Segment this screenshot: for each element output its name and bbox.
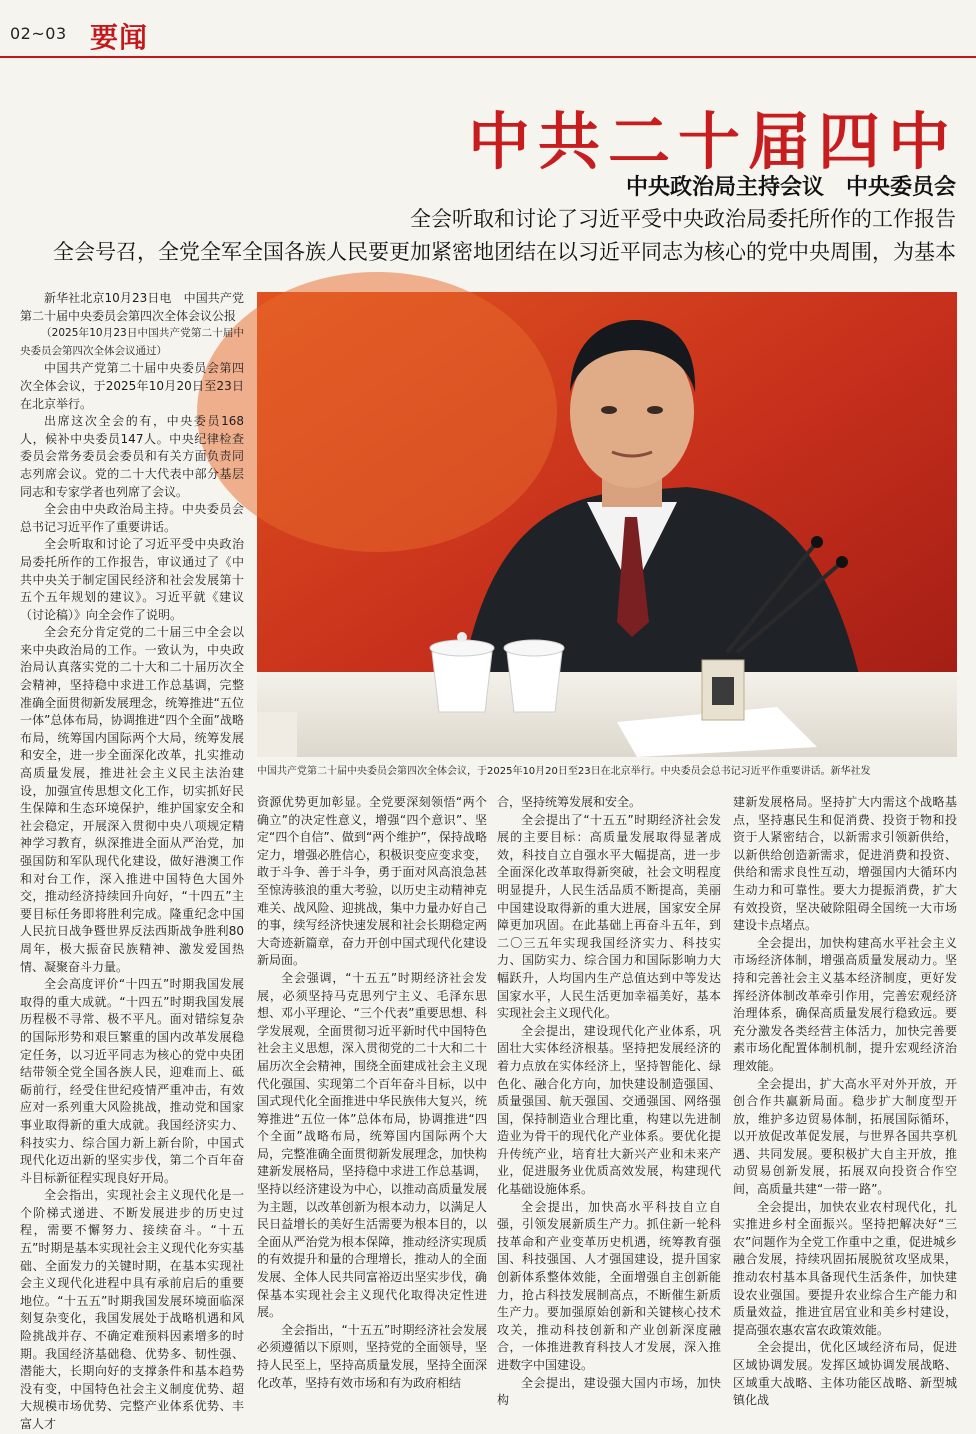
- news-photo: [257, 292, 957, 757]
- section-title: 要闻: [90, 21, 149, 54]
- article-column-1: [20, 290, 244, 1431]
- paragraph: 合，坚持统筹发展和安全。: [497, 795, 642, 809]
- subheadline-3: 全会号召，全党全军全国各族人民要更加紧密地团结在以习近平同志为核心的党中央周围，为基本: [53, 240, 956, 264]
- subheadline-1: 中央政治局主持会议 中央委员会: [625, 175, 956, 200]
- paragraph: 资源优势更加彰显。全党要深刻领悟“两个确立”的决定性意义，增强“四个意识”、坚定“四个自信”、做到“两个维护”，保持战略定力，增强必胜信心，积极识变应变求变，敢于斗争、善于斗争，勇于面对风高浪急甚至惊涛骇浪的重大考验，以历史主动精神克难关、战风险、迎挑战，集中力量办好自己的事，续写经济快速发展和社会长期稳定两大奇迹新篇章，奋力开创中国式现代化建设新局面。: [257, 795, 487, 968]
- paragraph: 全会提出，加快构建高水平社会主义市场经济体制，增强高质量发展动力。坚持和完善社会主义基本经济制度，更好发挥经济体制改革牵引作用，完善宏观经济治理体系，确保高质量发展行稳致远。要充分激发各类经营主体活力，加快完善要素市场化配置体制机制，提升宏观经济治理效能。: [733, 935, 957, 1073]
- paragraph: 全会提出，加快高水平科技自立自强，引领发展新质生产力。抓住新一轮科技革命和产业变革历史机遇，统筹教育强国、科技强国、人才强国建设，提升国家创新体系整体效能，全面增强自主创新能力，抢占科技发展制高点，不断催生新质生产力。要加强原始创新和关键核心技术攻关，推动科技创新和产业创新深度融合，一体推进教育科技人才发展，深入推进数字中国建设。: [497, 1199, 721, 1372]
- paragraph: 出席这次全会的有，中央委员168人，候补中央委员147人。中央纪律检查委员会常务委员会委员和有关方面负责同志列席会议。党的二十大代表中部分基层同志和专家学者也列席了会议。: [20, 414, 244, 499]
- paragraph: 全会提出，加快农业农村现代化，扎实推进乡村全面振兴。坚持把解决好“三农”问题作为全党工作重中之重，促进城乡融合发展，持续巩固拓展脱贫攻坚成果，推动农村基本具备现代生活条件，加快建设农业强国。要提升农业综合生产能力和质量效益，推进宜居宜业和美乡村建设，提高强农惠农富农政策效能。: [733, 1199, 957, 1337]
- paragraph: 全会高度评价“十四五”时期我国发展取得的重大成就。“十四五”时期我国发展历程极不寻常、极不平凡。面对错综复杂的国际形势和艰巨繁重的国内改革发展稳定任务，以习近平同志为核心的党中央团结带领全党全国各族人民，迎难而上、砥砺前行，经受住世纪疫情严重冲击，有效应对一系列重大风险挑战，推动党和国家事业取得新的重大成就。我国经济实力、科技实力、综合国力新上新台阶，中国式现代化迈出新的坚实步伐，第二个百年奋斗目标新征程实现良好开局。: [20, 977, 244, 1185]
- paragraph: 全会听取和讨论了习近平受中央政治局委托所作的工作报告，审议通过了《中共中央关于制定国民经济和社会发展第十五个五年规划的建议》。习近平就《建议（讨论稿）》向全会作了说明。: [20, 537, 244, 622]
- paragraph: 建新发展格局。坚持扩大内需这个战略基点，坚持惠民生和促消费、投资于物和投资于人紧密结合，以新需求引领新供给，以新供给创造新需求，促进消费和投资、供给和需求良性互动，增强国内大循环内生动力和可靠性。要大力提振消费，扩大有效投资，坚决破除阻碍全国统一大市场建设卡点堵点。: [733, 795, 957, 933]
- paragraph: 全会指出，实现社会主义现代化是一个阶梯式递进、不断发展进步的历史过程，需要不懈努力、接续奋斗。“十五五”时期是基本实现社会主义现代化夯实基础、全面发力的关键时期，在基本实现社会主义现代化进程中具有承前启后的重要地位。“十五五”时期我国发展环境面临深刻复杂变化，我国发展处于战略机遇和风险挑战并存、不确定难预料因素增多的时期。我国经济基础稳、优势多、韧性强、潜能大，长期向好的支撑条件和基本趋势没有变，中国特色社会主义制度优势、超大规模市场优势、完整产业体系优势、丰富人才: [20, 1188, 244, 1431]
- paragraph: 全会提出了“十五五”时期经济社会发展的主要目标：高质量发展取得显著成效，科技自立自强水平大幅提高，进一步全面深化改革取得新突破，社会文明程度明显提升，人民生活品质不断提高，美丽中国建设取得新的重大进展，国家安全屏障更加巩固。在此基础上再奋斗五年，到二〇三五年实现我国经济实力、科技实力、国防实力、综合国力和国际影响力大幅跃升，人均国内生产总值达到中等发达国家水平，人民生活更加幸福美好，基本实现社会主义现代化。: [497, 812, 721, 1021]
- article-column-3: [497, 794, 721, 1408]
- headline: 中共二十届四中: [467, 105, 958, 178]
- subheadline-2: 全会听取和讨论了习近平受中央政治局委托所作的工作报告: [410, 207, 956, 231]
- photo-caption: 中国共产党第二十届中央委员会第四次全体会议，于2025年10月20日至23日在北京举行。中央委员会总书记习近平作重要讲话。新华社发: [257, 766, 871, 777]
- paragraph: 全会指出，“十五五”时期经济社会发展必须遵循以下原则，坚持党的全面领导，坚持人民至上，坚持高质量发展，坚持全面深化改革，坚持有效市场和有为政府相结: [257, 1322, 487, 1390]
- article-column-2: [257, 794, 487, 1390]
- paragraph: 全会提出，建设强大国内市场，加快构: [497, 1375, 721, 1408]
- paragraph: 全会由中央政治局主持。中央委员会总书记习近平作了重要讲话。: [20, 502, 244, 534]
- article-column-4: [733, 794, 957, 1408]
- photo-illustration: [257, 292, 957, 757]
- paragraph: （2025年10月23日中国共产党第二十届中央委员会第四次全体会议通过）: [20, 327, 244, 357]
- paragraph: 新华社北京10月23日电 中国共产党第二十届中央委员会第四次全体会议公报: [20, 291, 244, 323]
- paragraph: 全会强调，“十五五”时期经济社会发展，必须坚持马克思列宁主义、毛泽东思想、邓小平理论、“三个代表”重要思想、科学发展观，全面贯彻习近平新时代中国特色社会主义思想，深入贯彻党的二十大和二十届历次全会精神，围绕全面建成社会主义现代化强国、实现第二个百年奋斗目标，以中国式现代化全面推进中华民族伟大复兴，统筹推进“五位一体”总体布局，协调推进“四个全面”战略布局，统筹国内国际两个大局，完整准确全面贯彻新发展理念，加快构建新发展格局，坚持稳中求进工作总基调，坚持以经济建设为中心，以推动高质量发展为主题，以改革创新为根本动力，以满足人民日益增长的美好生活需要为根本目的，以全面从严治党为根本保障，推动经济实现质的有效提升和量的合理增长，推动人的全面发展、全体人民共同富裕迈出坚实步伐，确保基本实现社会主义现代化取得决定性进展。: [257, 970, 487, 1320]
- paragraph: 中国共产党第二十届中央委员会第四次全体会议，于2025年10月20日至23日在北京举行。: [20, 361, 244, 411]
- paragraph: 全会充分肯定党的二十届三中全会以来中央政治局的工作。一致认为，中央政治局认真落实党的二十大和二十届历次全会精神，坚持稳中求进工作总基调，完整准确全面贯彻新发展理念，统筹推进“五位一体”总体布局，协调推进“四个全面”战略布局，统筹国内国际两个大局，统筹发展和安全，进一步全面深化改革，扎实推动高质量发展，推进社会主义民主法治建设，加强宣传思想文化工作，切实抓好民生保障和生态环境保护，维护国家安全和社会稳定，开展深入贯彻中央八项规定精神学习教育，纵深推进全面从严治党，加强国防和军队现代化建设，做好港澳工作和对台工作，深入推进中国特色大国外交，推动经济持续回升向好，“十四五”主要目标任务即将胜利完成。隆重纪念中国人民抗日战争暨世界反法西斯战争胜利80周年，极大振奋民族精神、激发爱国热情、凝聚奋斗力量。: [20, 625, 244, 974]
- page-number: 02~03: [10, 24, 67, 43]
- header-divider: [0, 56, 976, 58]
- paragraph: 全会提出，扩大高水平对外开放，开创合作共赢新局面。稳步扩大制度型开放，维护多边贸易体制，拓展国际循环，以开放促改革促发展，与世界各国共享机遇、共同发展。要积极扩大自主开放，推动贸易创新发展，拓展双向投资合作空间，高质量共建“一带一路”。: [733, 1076, 957, 1197]
- paragraph: 全会提出，建设现代化产业体系，巩固壮大实体经济根基。坚持把发展经济的着力点放在实体经济上，坚持智能化、绿色化、融合化方向，加快建设制造强国、质量强国、航天强国、交通强国、网络强国，保持制造业合理比重，构建以先进制造业为骨干的现代化产业体系。要优化提升传统产业，培育壮大新兴产业和未来产业，促进服务业优质高效发展，构建现代化基础设施体系。: [497, 1023, 721, 1197]
- paragraph: 全会提出，优化区域经济布局，促进区域协调发展。发挥区域协调发展战略、区域重大战略、主体功能区战略、新型城镇化战: [733, 1340, 957, 1408]
